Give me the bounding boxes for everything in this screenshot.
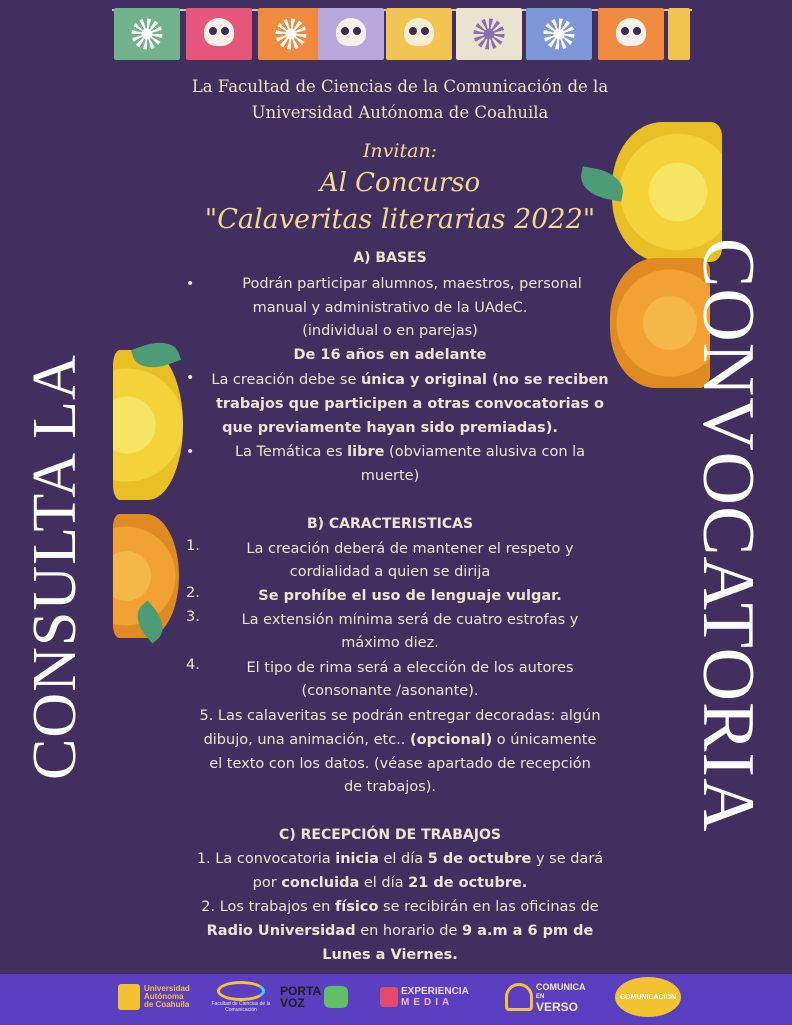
faculty-line: La Facultad de Ciencias de la Comunicación de la [191, 77, 609, 96]
comunica-logo-text: EN [536, 994, 545, 1000]
invitan-text: Invitan: [362, 140, 438, 162]
portavoz-logo-text: VOZ [280, 996, 305, 1010]
recepcion-item-2-line-1: 2. Los trabajos en físico se recibirán en las oficinas de [201, 899, 599, 915]
bases-item-1-line-1: Podrán participar alumnos, maestros, personal [242, 276, 582, 292]
bases-item-2-line-3: que previamente hayan sido premiadas). [222, 420, 558, 436]
uadec-logo-text: Universidad [144, 984, 190, 993]
bases-item-1-line-2: manual y administrativo de la UAdeC. [252, 300, 528, 316]
comunica-logo-text: VERSO [536, 1000, 579, 1014]
experiencia-logo-text: EXPERIENCIA [401, 986, 469, 997]
university-line: Universidad Autónoma de Coahuila [251, 103, 549, 122]
papel-picado-banner [112, 4, 692, 66]
experiencia-icon [380, 987, 398, 1007]
caracteristicas-item-1-line-1: La creación deberá de mantener el respeto y [246, 541, 574, 557]
caracteristicas-item-5-line-3: el texto con los datos. (véase apartado de recepción [209, 756, 591, 772]
age-requirement: De 16 años en adelante [293, 347, 487, 363]
bases-item-2-line-1: La creación debe se única y original (no se reciben [211, 372, 609, 388]
bases-heading: A) BASES [353, 250, 427, 266]
comunicacion-logo-text: COMUNICACIÓN [620, 993, 676, 1001]
caracteristicas-item-2: Se prohíbe el uso de lenguaje vulgar. [258, 588, 562, 604]
lyre-icon [505, 983, 533, 1011]
caracteristicas-item-1-line-2: cordialidad a quien se dirija [289, 564, 491, 580]
uadec-logo-text: Autónoma [144, 992, 184, 1001]
experiencia-media-logo [380, 974, 469, 1020]
caracteristicas-heading: B) CARACTERISTICAS [306, 516, 474, 532]
facultad-logo-text: Facultad de Ciencias de la Comunicación [211, 1001, 271, 1013]
skull-flag-icon [386, 8, 452, 60]
convocatoria-text: CONVOCATORIA [687, 238, 769, 833]
flower-flag-icon [258, 8, 324, 60]
bullet-icon: • [186, 444, 195, 460]
recepcion-item-1-line-2: por concluida el día 21 de octubre. [252, 875, 528, 891]
al-concurso-text: Al Concurso [319, 168, 481, 198]
recepcion-item-2-line-2: Radio Universidad en horario de 9 a.m a 6 pm de [206, 923, 594, 939]
contest-title: "Calaveritas literarias 2022" [204, 204, 596, 235]
comunica-logo-text: COMUNICA [536, 982, 586, 992]
caracteristicas-item-5-line-2: dibujo, una animación, etc.. (opcional) o únicamente [203, 732, 597, 748]
caracteristicas-item-4-line-1: El tipo de rima será a elección de los autores [246, 660, 574, 676]
recepcion-heading: C) RECEPCIÓN DE TRABAJOS [279, 827, 501, 843]
caracteristicas-item-3-line-1: La extensión mínima será de cuatro estrofas y [241, 612, 579, 628]
flower-flag-icon [526, 8, 592, 60]
caracteristicas-item-5-line-1: 5. Las calaveritas se podrán entregar decoradas: algún [199, 708, 601, 724]
facultad-swoosh-icon [217, 981, 265, 1001]
recepcion-item-1-line-1: 1. La convocatoria inicia el día 5 de octubre y se dará [196, 851, 604, 867]
facultad-logo [210, 974, 272, 1020]
bases-item-3-line-1: La Temática es libre (obviamente alusiva con la [234, 444, 586, 460]
comunica-en-verso-logo [505, 974, 586, 1020]
uadec-logo [118, 974, 190, 1020]
list-number: 1. [186, 538, 200, 554]
comunicacion-logo [615, 974, 681, 1020]
uadec-logo-text: de Coahuila [144, 1000, 190, 1009]
skull-flag-icon [186, 8, 252, 60]
footer-logos-bar [0, 974, 792, 1025]
caracteristicas-item-5-line-4: de trabajos). [343, 779, 437, 795]
portavoz-logo [280, 974, 348, 1020]
bullet-icon: • [186, 370, 195, 386]
bases-item-1-line-3: (individual o en parejas) [302, 323, 478, 339]
list-number: 4. [186, 657, 200, 673]
caracteristicas-item-3-line-2: máximo diez. [341, 635, 439, 651]
marigold-flower-icon [113, 350, 183, 500]
portavoz-logo-text: PORTA [280, 984, 322, 998]
list-number: 3. [186, 609, 200, 625]
list-number: 2. [186, 585, 200, 601]
caracteristicas-item-4-line-2: (consonante /asonante). [301, 683, 479, 699]
skull-flag-icon [318, 8, 384, 60]
recepcion-item-2-line-3: Lunes a Viernes. [322, 947, 458, 963]
bullet-icon: • [186, 276, 195, 292]
flower-flag-icon [456, 8, 522, 60]
experiencia-logo-text: MEDIA [401, 997, 454, 1008]
speech-bubble-icon [324, 986, 348, 1008]
bases-item-3-line-2: muerte) [360, 468, 420, 484]
bases-item-2-line-2: trabajos que participen a otras convocatorias o [215, 396, 605, 412]
consulta-la-text: CONSULTA LA [21, 354, 89, 780]
flag-edge-icon [668, 8, 690, 60]
flower-flag-icon [114, 8, 180, 60]
uadec-shield-icon [118, 984, 140, 1010]
skull-flag-icon [598, 8, 664, 60]
